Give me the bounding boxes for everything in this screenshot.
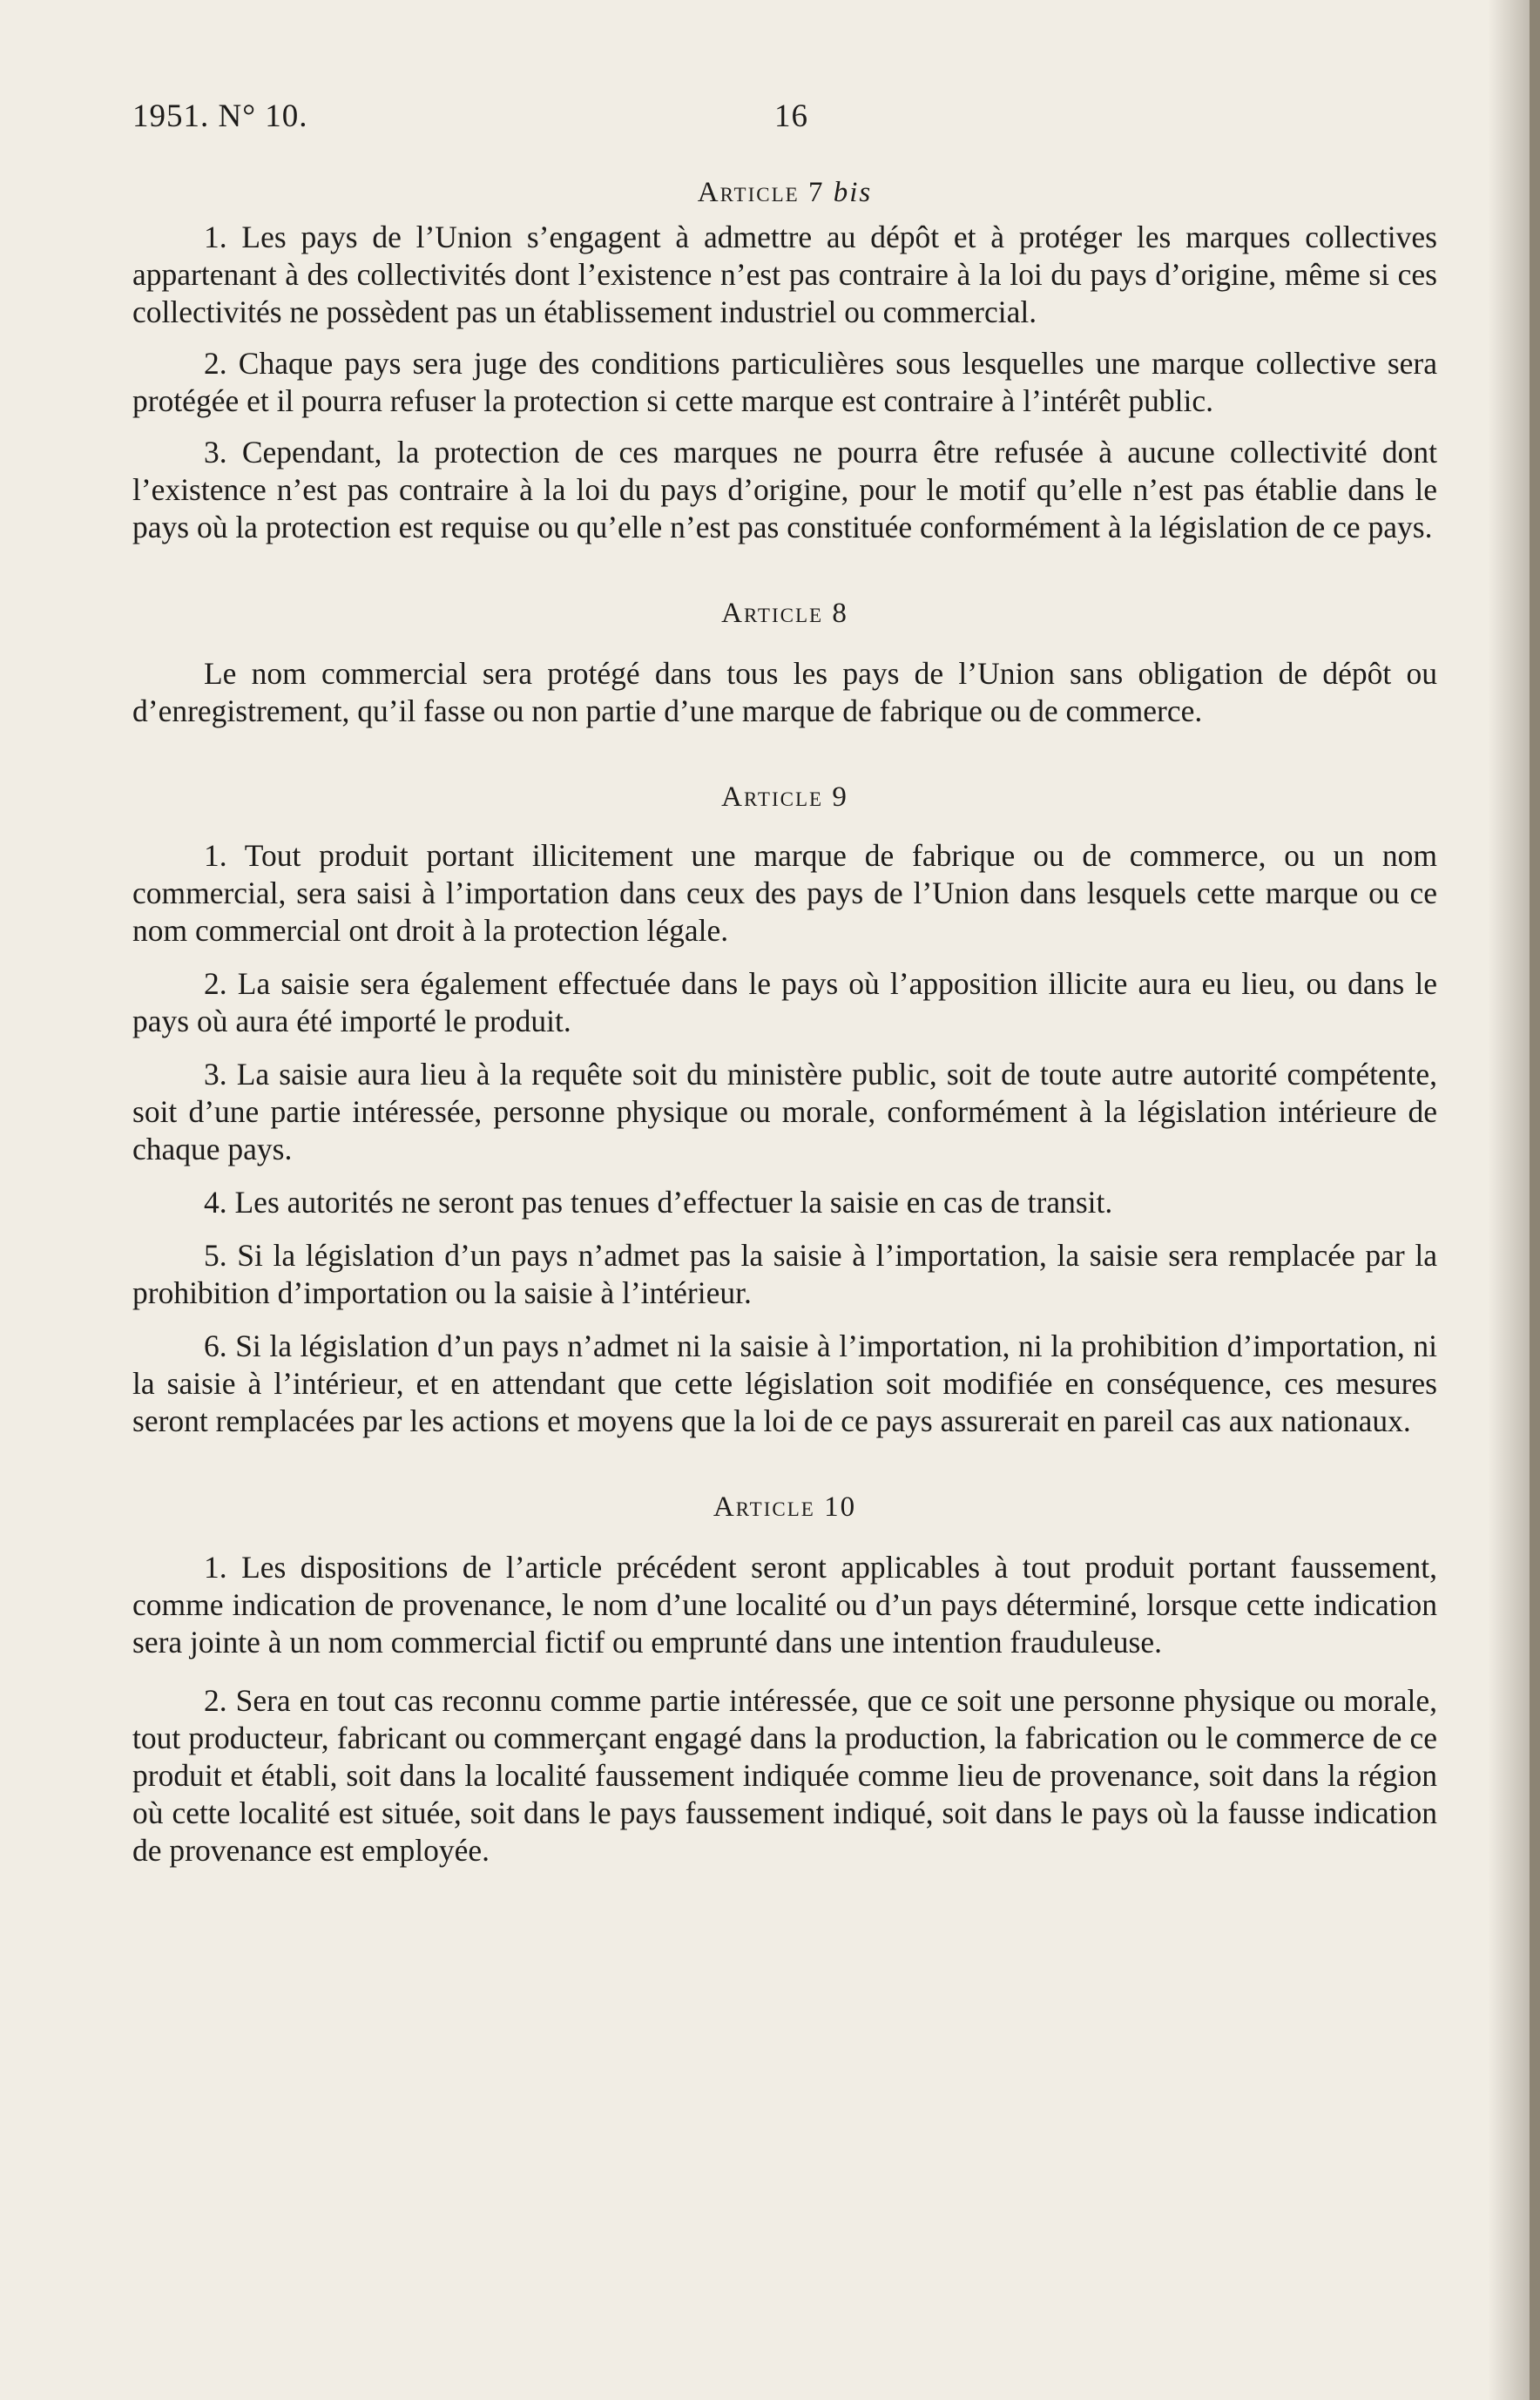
publication-reference: 1951. N° 10.	[132, 98, 308, 134]
page-edge	[1530, 0, 1540, 2400]
article-10	[132, 1489, 1437, 1869]
paragraph: 5. Si la législation d’un pays n’admet pas la saisie à l’importation, la saisie sera remplacée par la prohibition d’importation ou la saisie à l’intérieur.	[132, 1238, 1437, 1310]
paragraph: 4. Les autorités ne seront pas tenues d’effectuer la saisie en cas de transit.	[204, 1185, 1113, 1220]
document-body	[132, 174, 1437, 1869]
article-8	[132, 595, 1437, 730]
page-header	[132, 98, 1439, 141]
article-title	[132, 174, 1437, 212]
paragraph: 2. La saisie sera également effectuée dans le pays où l’apposition illicite aura eu lieu, ou dans le pays où aura été importé le produit.	[132, 966, 1437, 1038]
article-title	[132, 1489, 1437, 1526]
paragraph: Le nom commercial sera protégé dans tous les pays de l’Union sans obligation de dépôt ou d’enregistrement, qu’il fasse ou non partie d’une marque de fabrique ou de commerce.	[132, 656, 1437, 728]
paragraph: 1. Les pays de l’Union s’engagent à admettre au dépôt et à protéger les marques collectives appartenant à des collectivités dont l’existence n’est pas contraire à la loi du pays d’origine, même si ces collectivités ne possèdent pas un établissement industriel ou commercial.	[132, 220, 1437, 329]
article-title-text: Article 8	[721, 598, 848, 629]
paragraph: 2. Sera en tout cas reconnu comme partie intéressée, que ce soit une personne physique ou morale, tout producteur, fabricant ou commerçant engagé dans la production, la fabrication ou le commerce de ce produit et établi, soit dans la localité faussement indiquée comme lieu de provenance, soit dans la région où cette localité est située, soit dans le pays faussement indiqué, soit dans le pays où la fausse indication de provenance est employée.	[132, 1683, 1437, 1868]
paragraph: 1. Les dispositions de l’article précédent seront applicables à tout produit portant faussement, comme indication de provenance, le nom d’une localité ou d’un pays déterminé, lorsque cette indication sera jointe à un nom commercial fictif ou emprunté dans une intention frauduleuse.	[132, 1550, 1437, 1660]
article-7bis	[132, 174, 1437, 546]
article-title-text: Article 9	[721, 781, 848, 813]
article-title-text: Article 10	[713, 1491, 857, 1523]
paragraph: 3. Cependant, la protection de ces marques ne pourra être refusée à aucune collectivité dont l’existence n’est pas contraire à la loi du pays d’origine, pour le motif qu’elle n’est pas établie dans le pays où la protection est requise ou qu’elle n’est pas constituée conformément à la législation de ce pays.	[132, 435, 1437, 544]
article-title	[132, 779, 1437, 816]
article-9	[132, 779, 1437, 1440]
article-title-text: Article 7	[697, 177, 825, 208]
paragraph: 2. Chaque pays sera juge des conditions particulières sous lesquelles une marque collective sera protégée et il pourra refuser la protection si cette marque est contraire à l’intérêt public.	[132, 346, 1437, 418]
page-number: 16	[774, 98, 808, 134]
paragraph: 1. Tout produit portant illicitement une marque de fabrique ou de commerce, ou un nom commercial, sera saisi à l’importation dans ceux des pays de l’Union dans lesquels cette marque ou ce nom commercial ont droit à la protection légale.	[132, 838, 1437, 948]
article-title-suffix: bis	[833, 177, 873, 208]
article-title	[132, 595, 1437, 632]
paragraph: 6. Si la législation d’un pays n’admet ni la saisie à l’importation, ni la prohibition d’importation, ni la saisie à l’intérieur, et en attendant que cette législation soit modifiée en conséquence, ces mesures seront remplacées par les actions et moyens que la loi de ce pays assurerait en pareil cas aux nationaux.	[132, 1328, 1437, 1438]
paragraph: 3. La saisie aura lieu à la requête soit du ministère public, soit de toute autre autorité compétente, soit d’une partie intéressée, personne physique ou morale, conformément à la législation intérieure de chaque pays.	[132, 1057, 1437, 1166]
